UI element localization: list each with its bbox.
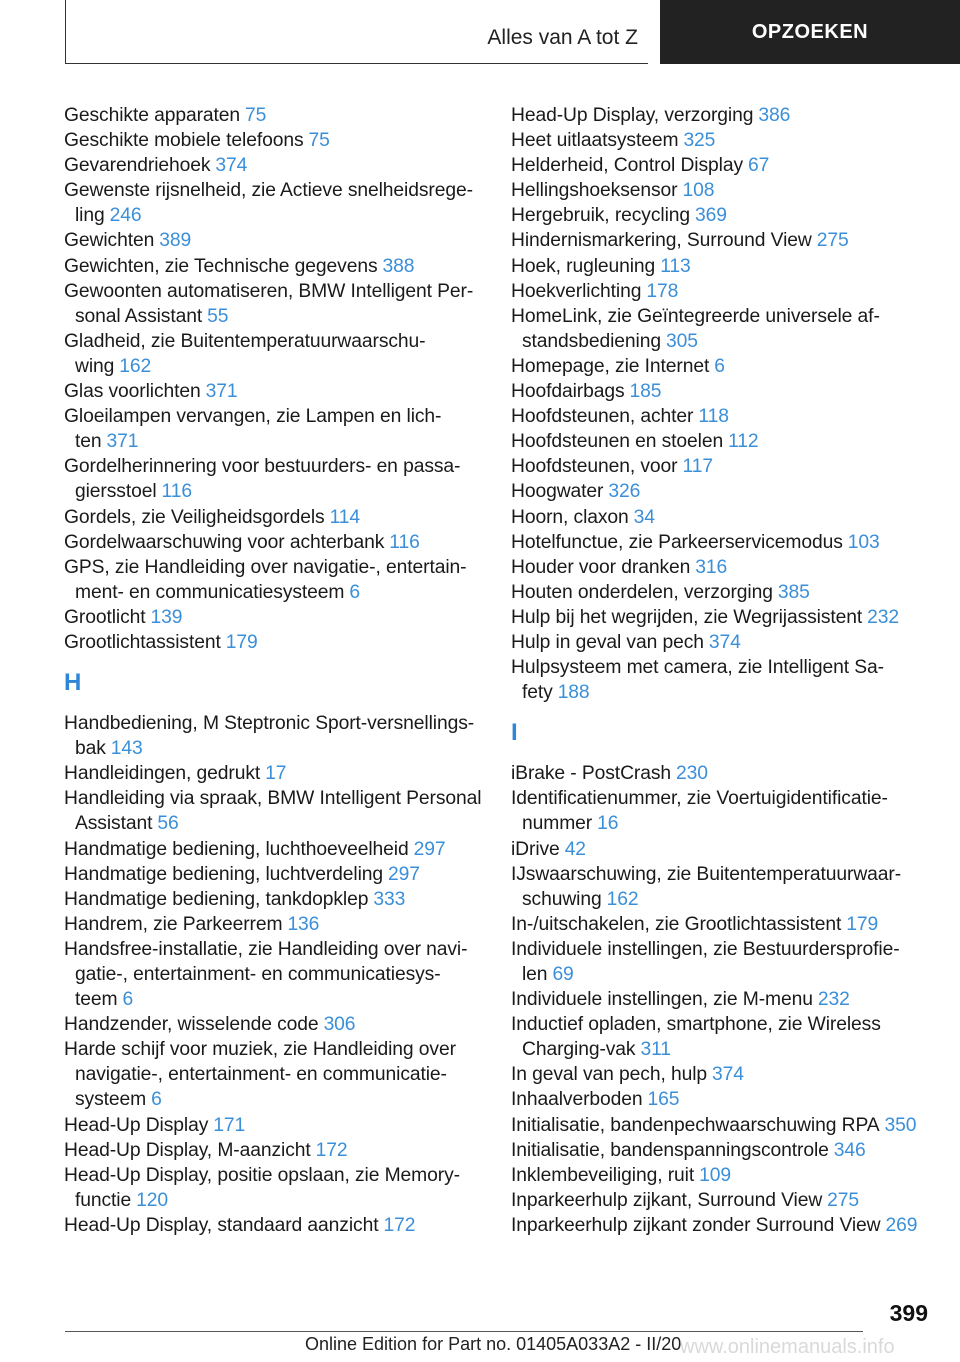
index-entry-text: Gladheid, zie Buitentemperatuurwaarschuwing [64,330,426,377]
index-entry-text: Harde schijf voor muziek, zie Handleiding over navigatie-, entertainment- en communicatiesysteem [64,1039,456,1111]
watermark: www.onlinemanuals.info [680,1336,895,1358]
index-page-link[interactable]: 117 [682,456,713,478]
index-entry [64,630,484,655]
index-entry [511,786,931,836]
header-tab-index[interactable]: Alles van A tot Z [487,26,638,49]
index-page-link[interactable]: 297 [388,863,420,885]
index-page-link[interactable]: 109 [699,1164,731,1186]
index-entry [511,862,931,912]
index-entry-text: iDrive [511,838,560,860]
header-bottom-rule [65,63,648,64]
index-entry-text: Hoofdsteunen, voor [511,456,678,478]
index-page-link[interactable]: 179 [846,913,879,935]
section-letter: I [511,719,518,747]
index-entry-text: Houten onderdelen, verzorging [511,581,773,603]
index-entry-text: Grootlichtassistent [64,631,221,653]
index-entry [64,937,484,1012]
index-entry [511,1087,931,1112]
index-entry-text: Handbediening, M Steptronic Sport-versnellingsbak [64,713,475,760]
index-entry-text: Gewichten, zie Technische gegevens [64,255,378,277]
index-entry-text: Glas voorlichten [64,381,201,403]
index-entry-text: Gordelwaarschuwing voor achterbank [64,531,385,553]
index-entry-text: Gloeilampen vervangen, zie Lampen en lichten [64,406,442,453]
index-entry [511,555,931,580]
index-page-link[interactable]: 369 [695,205,727,227]
index-entry-text: Gordels, zie Veiligheidsgordels [64,506,325,528]
index-entry-text: Hotelfunctue, zie Parkeerservicemodus [511,531,843,553]
index-entry-text: Hergebruik, recycling [511,205,691,227]
index-entry-text: Hindernismarkering, Surround View [511,230,812,252]
index-entry [64,128,484,153]
index-page-link[interactable]: 69 [552,964,574,985]
index-entry-text: GPS, zie Handleiding over navigatie-, entertainment- en communicatiesysteem [64,556,467,603]
index-entry [64,555,484,605]
index-entry [511,655,931,705]
index-entry [64,379,484,404]
index-entry-text: Hoekverlichting [511,280,642,302]
index-entry-text: Hulpsysteem met camera, zie Intelligent Safety [511,657,885,704]
index-entry [511,1188,931,1213]
index-entry [511,580,931,605]
index-page-link[interactable]: 178 [646,280,679,302]
index-entry-text: Initialisatie, bandenspanningscontrole [511,1139,829,1161]
index-page-link[interactable]: 386 [758,105,791,126]
index-entry [511,178,931,203]
index-page-link[interactable]: 139 [150,606,183,628]
index-entry-text: Geschikte mobiele telefoons [64,130,304,152]
header-tab-opzoeken[interactable]: OPZOEKEN [660,0,960,64]
index-entry [511,404,931,429]
index-entry-text: Head-Up Display, verzorging [511,105,754,126]
index-page-link[interactable]: 350 [884,1114,917,1136]
index-page-link[interactable]: 136 [287,913,320,935]
index-entry-text: In-/uitschakelen, zie Grootlichtassistent [511,913,842,935]
index-entry [511,605,931,630]
index-entry-text: Geschikte apparaten [64,105,241,126]
index-entry [511,1138,931,1163]
index-entry [511,228,931,253]
index-page-link[interactable]: 6 [122,989,134,1011]
index-column-left [64,103,484,1238]
index-entry [64,912,484,937]
footer-rule [65,1331,863,1332]
index-entry-text: Houder voor dranken [511,556,691,578]
index-entry-text: Inparkeerhulp zijkant zonder Surround View [511,1214,881,1236]
index-page-link[interactable]: 120 [136,1189,168,1211]
index-entry-text: Hoofdairbags [511,381,625,403]
index-page-link[interactable]: 17 [265,763,287,785]
index-page-link[interactable]: 162 [606,888,639,910]
index-page-link[interactable]: 232 [867,606,900,628]
index-entry-text: Initialisatie, bandenpechwaarschuwing RPA [511,1114,880,1136]
index-entry [511,103,931,128]
index-entry [511,937,931,987]
index-entry [511,1113,931,1138]
header-left-rule [65,0,66,63]
index-page-link[interactable]: 305 [665,330,698,352]
footer-edition: Online Edition for Part no. 01405A033A2 - II/20 [305,1334,682,1354]
index-entry-text: Inhaalverboden [511,1089,643,1111]
index-entry-text: Gewenste rijsnelheid, zie Actieve snelheidsregeling [64,180,474,227]
index-page-link[interactable]: 179 [225,631,258,653]
index-entry-text: Gevarendriehoek [64,155,211,177]
index-entry [511,128,931,153]
index-entry [64,178,484,228]
index-entry [511,254,931,279]
index-entry [64,887,484,912]
index-page-link[interactable]: 75 [308,130,330,152]
index-entry-text: Inductief opladen, smartphone, zie Wireless Charging-vak [511,1014,881,1061]
index-entry-text: IJswaarschuwing, zie Buitentemperatuurwaarschuwing [511,863,902,910]
index-entry-text: Hoek, rugleuning [511,255,656,277]
index-entry-text: Grootlicht [64,606,146,628]
index-page-link[interactable]: 311 [640,1039,671,1061]
index-entry [64,711,484,761]
index-page-link[interactable]: 388 [382,255,415,277]
index-entry-text: Heet uitlaatsysteem [511,130,679,152]
index-entry [511,354,931,379]
index-entry [64,761,484,786]
index-entry-text: Helderheid, Control Display [511,155,743,177]
index-entry-text: Head-Up Display, M-aanzicht [64,1139,311,1161]
index-page-link[interactable]: 6 [349,581,361,603]
index-page-link[interactable]: 371 [106,431,139,453]
index-entry [64,1138,484,1163]
index-page-link[interactable]: 67 [748,155,770,177]
index-entry [64,862,484,887]
index-entry [511,630,931,655]
index-page-link[interactable]: 230 [676,763,708,785]
index-column-right [511,103,931,1238]
index-entry [64,1213,484,1238]
index-page-link[interactable]: 297 [413,838,446,860]
index-entry [511,761,931,786]
index-entry [64,786,484,836]
index-page-link[interactable]: 116 [161,481,192,503]
index-entry [64,329,484,379]
index-entry [511,1163,931,1188]
index-entry [64,1113,484,1138]
index-entry [511,1213,931,1238]
index-entry [64,1163,484,1213]
index-entry-text: Hulp bij het wegrijden, zie Wegrijassistent [511,606,863,628]
index-page-link[interactable]: 103 [847,531,880,553]
index-entry [64,279,484,329]
index-page-link[interactable]: 165 [647,1089,680,1111]
index-page-link[interactable]: 275 [816,230,849,252]
index-entry [64,103,484,128]
index-entry [511,304,931,354]
index-entry-text: Inparkeerhulp zijkant, Surround View [511,1189,823,1211]
index-entry-text: Handmatige bediening, tankdopklep [64,888,369,910]
index-entry [64,153,484,178]
index-entry-text: Hoogwater [511,481,604,503]
index-page-link[interactable]: 232 [817,989,850,1011]
index-entry [64,228,484,253]
index-page-link[interactable]: 34 [633,506,655,528]
index-page-link[interactable]: 275 [827,1189,860,1211]
index-page-link[interactable]: 346 [833,1139,866,1161]
index-entry [511,505,931,530]
index-page-link[interactable]: 116 [389,531,420,553]
index-entry-text: Gewoonten automatiseren, BMW Intelligent Personal Assistant [64,280,474,327]
index-entry-text: Gewichten [64,230,155,252]
index-entry [511,530,931,555]
index-page-link[interactable]: 333 [373,888,406,910]
index-entry [64,1012,484,1037]
index-page-link[interactable]: 172 [315,1139,348,1161]
index-page-link[interactable]: 185 [629,381,662,403]
index-entry-text: Head-Up Display, positie opslaan, zie Memoryfunctie [64,1164,461,1211]
index-page-link[interactable]: 374 [215,155,248,177]
index-entry [64,404,484,454]
index-entry [511,379,931,404]
index-entry [511,837,931,862]
index-entry [64,837,484,862]
index-entry-text: Handmatige bediening, luchthoeveelheid [64,838,409,860]
index-page-link[interactable]: 56 [157,813,179,835]
index-entry-text: Hoorn, claxon [511,506,629,528]
index-entry [511,203,931,228]
page-number: 399 [889,1300,928,1326]
index-entry-text: Individuele instellingen, zie Bestuurdersprofielen [511,938,900,985]
index-entry-text: Handmatige bediening, luchtverdeling [64,863,384,885]
index-entry [64,254,484,279]
index-entry-text: Homepage, zie Internet [511,355,710,377]
index-entry [511,279,931,304]
index-entry-text: Inklembeveiliging, ruit [511,1164,695,1186]
index-entry-text: Hulp in geval van pech [511,631,704,653]
index-entry-text: Hellingshoeksensor [511,180,678,202]
index-page-link[interactable]: 16 [597,813,619,835]
index-page-link[interactable]: 374 [708,631,741,653]
index-page-link[interactable]: 162 [119,355,152,377]
index-page-link[interactable]: 118 [698,406,729,428]
index-entry-text: Handsfree-installatie, zie Handleiding over navigatie-, entertainment- en communicatiesysteem [64,938,468,1011]
index-page-link[interactable]: 6 [151,1089,162,1111]
index-page-link[interactable]: 112 [728,431,759,453]
index-page-link[interactable]: 385 [777,581,810,603]
index-page-link[interactable]: 325 [683,130,716,152]
index-entry [511,1062,931,1087]
index-entry-text: Handrem, zie Parkeerrem [64,913,283,935]
index-page-link[interactable]: 75 [245,105,267,126]
index-entry-text: Gordelherinnering voor bestuurders- en passagiersstoel [64,456,461,503]
index-page-link[interactable]: 246 [109,205,142,227]
index-entry-text: Individuele instellingen, zie M-menu [511,989,813,1011]
index-entry-text: In geval van pech, hulp [511,1064,708,1086]
section-letter: H [64,669,82,697]
index-page-link[interactable]: 55 [207,305,229,327]
index-entry-text: HomeLink, zie Geïntegreerde universele afstandsbediening [511,305,880,352]
index-entry [64,605,484,630]
index-page-link[interactable]: 42 [564,838,586,860]
index-entry [64,505,484,530]
index-page-link[interactable]: 113 [660,255,691,277]
index-entry [511,454,931,479]
index-page-link[interactable]: 371 [205,381,238,403]
index-page-link[interactable]: 188 [557,682,590,704]
index-entry [511,429,931,454]
index-entry [64,454,484,504]
index-page-link[interactable]: 326 [608,481,641,503]
index-entry-text: Hoofdsteunen, achter [511,406,694,428]
index-page-link[interactable]: 108 [682,180,715,202]
index-page-link[interactable]: 306 [323,1014,356,1036]
index-entry-text: Handleiding via spraak, BMW Intelligent Personal Assistant [64,788,482,835]
index-page-link[interactable]: 143 [110,738,143,760]
index-page-link[interactable]: 6 [714,355,725,377]
index-page-link[interactable]: 389 [159,230,192,252]
index-page-link[interactable]: 316 [695,556,728,578]
index-entry [511,912,931,937]
index-entry-text: Head-Up Display [64,1114,209,1136]
index-entry-text: iBrake - PostCrash [511,763,672,785]
index-entry-text: Handzender, wisselende code [64,1014,319,1036]
index-page-link[interactable]: 172 [383,1214,416,1236]
index-entry [511,987,931,1012]
index-entry [511,1012,931,1062]
index-entry [64,530,484,555]
index-entry-text: Identificatienummer, zie Voertuigidentificatienummer [511,788,888,835]
index-entry-text: Hoofdsteunen en stoelen [511,431,724,453]
index-page-link[interactable]: 171 [213,1114,246,1136]
index-entry-text: Handleidingen, gedrukt [64,763,261,785]
index-page-link[interactable]: 114 [329,506,361,528]
index-entry-text: Head-Up Display, standaard aanzicht [64,1214,379,1236]
index-page-link[interactable]: 374 [712,1064,744,1086]
index-entry [64,1037,484,1112]
index-page-link[interactable]: 269 [885,1214,918,1236]
index-entry [511,153,931,178]
index-entry [511,479,931,504]
